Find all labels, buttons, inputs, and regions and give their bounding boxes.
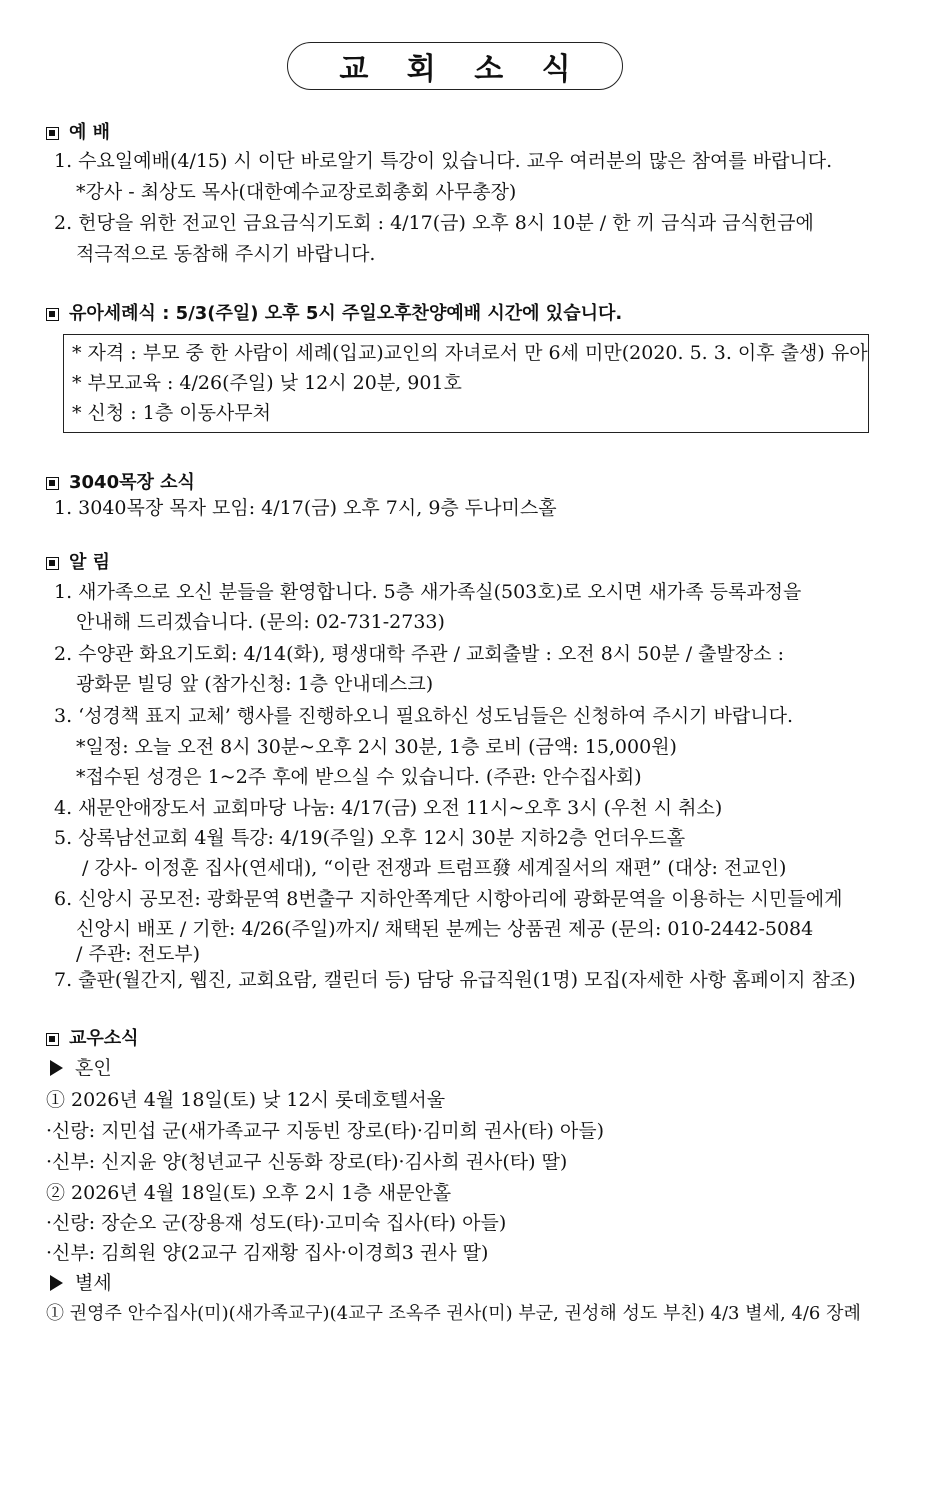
- section-heading-text: 예 배: [69, 122, 111, 143]
- worship-line: 1. 수요일예배(4/15) 시 이단 바로알기 특강이 있습니다. 교우 여러분의 많은 참여를 바랍니다.: [54, 150, 833, 172]
- square-bullet-icon: [46, 127, 59, 140]
- baptism-info-line: * 부모교육 : 4/26(주일) 낮 12시 20분, 901호: [72, 372, 462, 394]
- square-bullet-icon: [46, 477, 59, 490]
- subheading-text: 혼인: [75, 1057, 112, 1079]
- section-heading-baptism: [46, 299, 622, 329]
- notice-line: 신앙시 배포 / 기한: 4/26(주일)까지/ 채택된 분께는 상품권 제공 (문의: 010-2442-5084: [76, 918, 814, 940]
- triangle-bullet-icon: [50, 1275, 63, 1291]
- notice-line: / 강사- 이정훈 집사(연세대), “이란 전쟁과 트럼프發 세계질서의 재편” (대상: 전교인): [82, 857, 787, 879]
- square-bullet-icon: [46, 1033, 59, 1046]
- page-title: 교 회 소 식: [339, 52, 585, 87]
- triangle-bullet-icon: [50, 1060, 63, 1076]
- subheading-wedding: [48, 1053, 112, 1083]
- wedding-line: ·신부: 김희원 양(2교구 김재황 집사·이경희3 권사 딸): [46, 1242, 489, 1264]
- title-box: [287, 42, 623, 90]
- square-bullet-icon: [46, 308, 59, 321]
- notice-line: 6. 신앙시 공모전: 광화문역 8번출구 지하안쪽계단 시항아리에 광화문역을 이용하는 시민들에게: [54, 888, 843, 910]
- section-heading-text: 알 림: [69, 552, 111, 573]
- notice-line: 4. 새문안애장도서 교회마당 나눔: 4/17(금) 오전 11시~오후 3시 (우천 시 취소): [54, 797, 723, 819]
- notice-line: 3. ‘성경책 표지 교체’ 행사를 진행하오니 필요하신 성도님들은 신청하여 주시기 바랍니다.: [54, 705, 794, 727]
- section-heading-members: [46, 1024, 139, 1054]
- section-heading-text: 교우소식: [69, 1028, 139, 1049]
- subheading-death: [48, 1268, 112, 1298]
- subheading-text: 별세: [75, 1272, 112, 1294]
- notice-line: *접수된 성경은 1~2주 후에 받으실 수 있습니다. (주관: 안수집사회): [76, 766, 642, 788]
- notice-line: / 주관: 전도부): [76, 943, 201, 965]
- notice-line: 광화문 빌딩 앞 (참가신청: 1층 안내데스크): [76, 673, 434, 695]
- notice-line: 1. 새가족으로 오신 분들을 환영합니다. 5층 새가족실(503호)로 오시면 새가족 등록과정을: [54, 581, 802, 603]
- wedding-line: ① 2026년 4월 18일(토) 낮 12시 롯데호텔서울: [46, 1089, 446, 1111]
- wedding-line: ·신랑: 지민섭 군(새가족교구 지동빈 장로(타)·김미희 권사(타) 아들): [46, 1120, 605, 1142]
- notice-line: *일정: 오늘 오전 8시 30분~오후 2시 30분, 1층 로비 (금액: 15,000원): [76, 736, 677, 758]
- group3040-line: 1. 3040목장 목자 모임: 4/17(금) 오후 7시, 9층 두나미스홀: [54, 497, 557, 519]
- death-line: ① 권영주 안수집사(미)(새가족교구)(4교구 조옥주 권사(미) 부군, 권성해 성도 부친) 4/3 별세, 4/6 장례: [46, 1303, 861, 1324]
- worship-line: 2. 헌당을 위한 전교인 금요금식기도회 : 4/17(금) 오후 8시 10분 / 한 끼 금식과 금식헌금에: [54, 212, 814, 234]
- notice-line: 5. 상록남선교회 4월 특강: 4/19(주일) 오후 12시 30분 지하2층 언더우드홀: [54, 827, 686, 849]
- section-heading-text: 3040목장 소식: [69, 472, 195, 493]
- section-heading-notices: [46, 548, 110, 578]
- wedding-line: ·신랑: 장순오 군(장용재 성도(타)·고미숙 집사(타) 아들): [46, 1212, 507, 1234]
- section-heading-text: 유아세례식 : 5/3(주일) 오후 5시 주일오후찬양예배 시간에 있습니다.: [69, 303, 623, 324]
- baptism-info-line: * 신청 : 1층 이동사무처: [72, 402, 271, 424]
- wedding-line: ·신부: 신지윤 양(청년교구 신동화 장로(타)·김사희 권사(타) 딸): [46, 1151, 568, 1173]
- notice-line: 안내해 드리겠습니다. (문의: 02-731-2733): [76, 611, 445, 633]
- worship-line: 적극적으로 동참해 주시기 바랍니다.: [76, 243, 376, 265]
- worship-line: *강사 - 최상도 목사(대한예수교장로회총회 사무총장): [76, 181, 517, 203]
- section-heading-worship: [46, 118, 110, 148]
- notice-line: 2. 수양관 화요기도회: 4/14(화), 평생대학 주관 / 교회출발 : 오전 8시 50분 / 출발장소 :: [54, 643, 785, 665]
- baptism-info-line: * 자격 : 부모 중 한 사람이 세례(입교)교인의 자녀로서 만 6세 미만(2020. 5. 3. 이후 출생) 유아: [72, 342, 868, 364]
- wedding-line: ② 2026년 4월 18일(토) 오후 2시 1층 새문안홀: [46, 1182, 452, 1204]
- notice-line: 7. 출판(월간지, 웹진, 교회요람, 캘린더 등) 담당 유급직원(1명) 모집(자세한 사항 홈페이지 참조): [54, 969, 856, 991]
- square-bullet-icon: [46, 557, 59, 570]
